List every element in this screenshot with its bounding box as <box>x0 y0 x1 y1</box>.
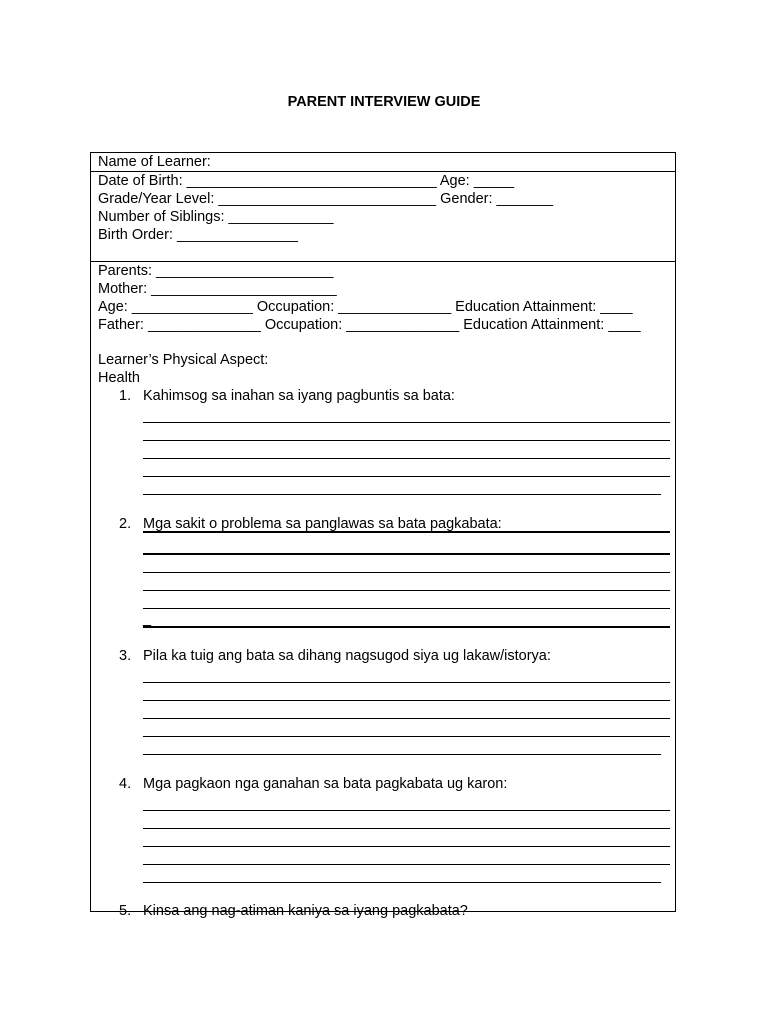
answer-line[interactable] <box>143 477 661 495</box>
question-number: 2. <box>119 516 132 532</box>
parents-section <box>91 262 675 920</box>
answer-line[interactable] <box>143 811 670 829</box>
answer-line[interactable] <box>143 847 670 865</box>
answer-line[interactable] <box>143 609 670 628</box>
answer-line[interactable] <box>143 405 670 423</box>
answer-line[interactable] <box>143 459 670 477</box>
answer-line[interactable] <box>143 573 670 591</box>
answer-line[interactable] <box>143 591 670 609</box>
interview-form <box>90 152 676 919</box>
question-number: 1. <box>119 388 132 404</box>
answer-line[interactable] <box>143 737 661 755</box>
name-of-learner-row <box>91 153 675 172</box>
answer-line[interactable] <box>143 793 670 811</box>
answer-line[interactable] <box>143 533 670 555</box>
grade-year-field[interactable]: Grade/Year Level: ___________________________ Gender: _______ <box>98 191 554 207</box>
siblings-field[interactable]: Number of Siblings: _____________ <box>98 209 334 225</box>
mother-field[interactable]: Mother: _______________________ <box>98 281 337 297</box>
answer-line[interactable] <box>143 701 670 719</box>
answer-line[interactable] <box>143 719 670 737</box>
question-4 <box>98 775 675 793</box>
learner-details-section <box>91 172 675 262</box>
question-text: Mga sakit o problema sa panglawas sa bata pagkabata: <box>143 515 670 533</box>
question-text: Kahimsog sa inahan sa iyang pagbuntis sa bata: <box>143 388 455 404</box>
answer-line[interactable] <box>143 829 670 847</box>
question-number: 5. <box>119 903 132 919</box>
question-5 <box>98 902 675 920</box>
answer-line[interactable] <box>143 683 670 701</box>
answer-line[interactable] <box>143 441 670 459</box>
question-1 <box>98 387 675 405</box>
question-number: 3. <box>119 648 132 664</box>
question-text: Mga pagkaon nga ganahan sa bata pagkabata ug karon: <box>143 776 508 792</box>
mother-age-occupation-field[interactable]: Age: _______________ Occupation: ______________ Education Attainment: ____ <box>98 299 633 315</box>
answer-line[interactable] <box>143 423 670 441</box>
page-title: PARENT INTERVIEW GUIDE <box>287 94 481 110</box>
question-3 <box>98 647 675 665</box>
date-of-birth-field[interactable]: Date of Birth: _______________________________ Age: _____ <box>98 173 515 189</box>
stray-dash: _ <box>143 611 152 627</box>
physical-aspect-heading: Learner’s Physical Aspect: <box>98 352 269 368</box>
health-heading: Health <box>98 370 140 386</box>
answer-line[interactable] <box>143 865 661 883</box>
answer-line[interactable] <box>143 555 670 573</box>
parents-field[interactable]: Parents: ______________________ <box>98 263 334 279</box>
question-text: Kinsa ang nag-atiman kaniya sa iyang pagkabata? <box>143 903 468 919</box>
name-of-learner-label: Name of Learner: <box>98 154 211 170</box>
father-field[interactable]: Father: ______________ Occupation: ______________ Education Attainment: ____ <box>98 317 641 333</box>
question-number: 4. <box>119 776 132 792</box>
question-text: Pila ka tuig ang bata sa dihang nagsugod siya ug lakaw/istorya: <box>143 648 551 664</box>
birth-order-field[interactable]: Birth Order: _______________ <box>98 227 298 243</box>
question-2 <box>98 515 675 533</box>
answer-line[interactable] <box>143 665 670 683</box>
